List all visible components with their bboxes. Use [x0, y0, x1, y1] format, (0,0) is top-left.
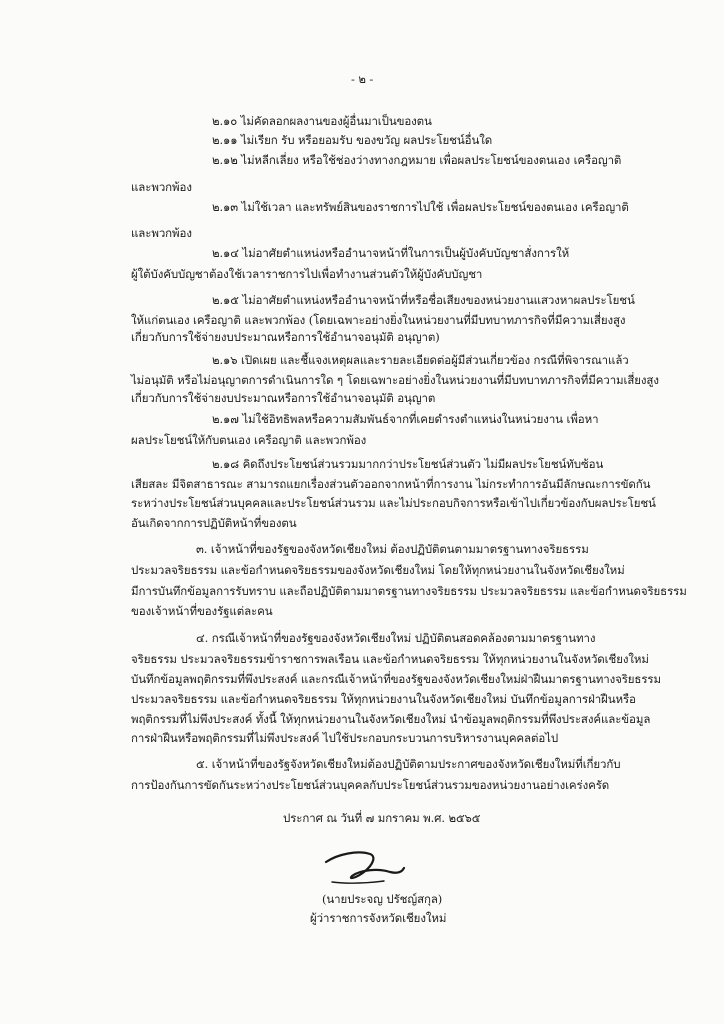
clause-5-cont: การป้องกันการขัดกันระหว่างประโยชน์ส่วนบุคคลกับประโยชน์ส่วนรวมของหน่วยงานอย่างเคร่งครัด [131, 778, 610, 792]
signature [318, 842, 408, 887]
signer-name: (นายประจญ ปรัชญ์สกุล) [322, 892, 443, 906]
clause-4-cont-4: พฤติกรรมที่ไม่พึงประสงค์ ทั้งนี้ ให้ทุกหน่วยงานในจังหวัดเชียงใหม่ นำข้อมูลพฤติกรรมที่พึงประสงค์และข้อมูล [131, 712, 651, 726]
clause-2-12: ๒.๑๒ ไม่หลีกเลี่ยง หรือใช้ช่องว่างทางกฎหมาย เพื่อผลประโยชน์ของตนเอง เครือญาติ [212, 153, 622, 167]
announcement-date: ประกาศ ณ วันที่ ๗ มกราคม พ.ศ. ๒๕๖๕ [283, 811, 481, 825]
clause-3: ๓. เจ้าหน้าที่ของรัฐของจังหวัดเชียงใหม่ ต้องปฏิบัติตนตามมาตรฐานทางจริยธรรม [196, 542, 589, 556]
page-number: - ๒ - [351, 72, 374, 86]
clause-3-cont-1: ประมวลจริยธรรม และข้อกำหนดจริยธรรมของจังหวัดเชียงใหม่ โดยให้ทุกหน่วยงานในจังหวัดเชียงใหม่ [131, 563, 625, 577]
clause-3-cont-3: ของเจ้าหน้าที่ของรัฐแต่ละคน [131, 604, 273, 618]
clause-2-15-cont-2: เกี่ยวกับการใช้จ่ายงบประมาณหรือการใช้อำนาจอนุมัติ อนุญาต) [131, 330, 440, 344]
clause-2-16: ๒.๑๖ เปิดเผย และชี้แจงเหตุผลและรายละเอียดต่อผู้มีส่วนเกี่ยวข้อง กรณีที่พิจารณาแล้ว [212, 353, 629, 367]
clause-2-16-cont-1: ไม่อนุมัติ หรือไม่อนุญาตการดำเนินการใด ๆ โดยเฉพาะอย่างยิ่งในหน่วยงานที่มีบทบาทภารกิจที่มีความเสี่ยงสูง [131, 373, 659, 387]
clause-2-18-cont-2: ระหว่างประโยชน์ส่วนบุคคลและประโยชน์ส่วนรวม และไม่ประกอบกิจการหรือเข้าไปเกี่ยวข้องกับผลประโยชน์ [131, 496, 656, 510]
clause-2-13-cont: และพวกพ้อง [131, 226, 192, 240]
clause-5: ๕. เจ้าหน้าที่ของรัฐจังหวัดเชียงใหม่ต้องปฏิบัติตามประกาศของจังหวัดเชียงใหม่ที่เกี่ยวกับ [196, 757, 621, 771]
clause-4-cont-5: การฝ่าฝืนหรือพฤติกรรมที่ไม่พึงประสงค์ ไปใช้ประกอบกระบวนการบริหารงานบุคคลต่อไป [131, 731, 559, 745]
clause-2-12-cont: และพวกพ้อง [131, 180, 192, 194]
clause-2-11: ๒.๑๑ ไม่เรียก รับ หรือยอมรับ ของขวัญ ผลประโยชน์อื่นใด [212, 133, 493, 147]
clause-2-18-cont-1: เสียสละ มีจิตสาธารณะ สามารถแยกเรื่องส่วนตัวออกจากหน้าที่การงาน ไม่กระทำการอันมีลักษณะการขัดกัน [131, 477, 651, 491]
clause-4: ๔. กรณีเจ้าหน้าที่ของรัฐของจังหวัดเชียงใหม่ ปฏิบัติตนสอดคล้องตามมาตรฐานทาง [196, 631, 596, 645]
clause-2-18: ๒.๑๘ คิดถึงประโยชน์ส่วนรวมมากกว่าประโยชน์ส่วนตัว ไม่มีผลประโยชน์ทับซ้อน [212, 457, 604, 471]
clause-4-cont-1: จริยธรรม ประมวลจริยธรรมข้าราชการพลเรือน และข้อกำหนดจริยธรรม ให้ทุกหน่วยงานในจังหวัดเชียงใหม่ [131, 652, 649, 666]
signer-title: ผู้ว่าราชการจังหวัดเชียงใหม่ [310, 911, 447, 925]
clause-2-14-cont: ผู้ใต้บังคับบัญชาต้องใช้เวลาราชการไปเพื่อทำงานส่วนตัวให้ผู้บังคับบัญชา [131, 267, 483, 281]
clause-3-cont-2: มีการบันทึกข้อมูลการรับทราบ และถือปฏิบัติตามมาตรฐานทางจริยธรรม ประมวลจริยธรรม และข้อกำหนดจริยธรรม [131, 584, 687, 598]
clause-2-14: ๒.๑๔ ไม่อาศัยตำแหน่งหรืออำนาจหน้าที่ในการเป็นผู้บังคับบัญชาสั่งการให้ [212, 246, 570, 260]
clause-4-cont-3: ประมวลจริยธรรม และข้อกำหนดจริยธรรม ให้ทุกหน่วยงานในจังหวัดเชียงใหม่ บันทึกข้อมูลการฝ่าฝืนหรือ [131, 692, 636, 706]
clause-2-13: ๒.๑๓ ไม่ใช้เวลา และทรัพย์สินของราชการไปใช้ เพื่อผลประโยชน์ของตนเอง เครือญาติ [212, 200, 629, 214]
clause-2-10: ๒.๑๐ ไม่คัดลอกผลงานของผู้อื่นมาเป็นของตน [212, 114, 432, 128]
clause-2-15: ๒.๑๕ ไม่อาศัยตำแหน่งหรืออำนาจหน้าที่หรือชื่อเสียงของหน่วยงานแสวงหาผลประโยชน์ [212, 293, 635, 307]
clause-2-18-cont-3: อันเกิดจากการปฏิบัติหน้าที่ของตน [131, 516, 297, 530]
clause-2-17: ๒.๑๗ ไม่ใช้อิทธิพลหรือความสัมพันธ์จากที่เคยดำรงตำแหน่งในหน่วยงาน เพื่อหา [212, 412, 599, 426]
clause-4-cont-2: บันทึกข้อมูลพฤติกรรมที่พึงประสงค์ และกรณีเจ้าหน้าที่ของรัฐของจังหวัดเชียงใหม่ฝ่าฝืนมาตรฐานทางจริยธรรม [131, 672, 661, 686]
clause-2-16-cont-2: เกี่ยวกับการใช้จ่ายงบประมาณหรือการใช้อำนาจอนุมัติ อนุญาต [131, 391, 436, 405]
clause-2-17-cont: ผลประโยชน์ให้กับตนเอง เครือญาติ และพวกพ้อง [131, 433, 367, 447]
clause-2-15-cont-1: ให้แก่ตนเอง เครือญาติ และพวกพ้อง (โดยเฉพาะอย่างยิ่งในหน่วยงานที่มีบทบาทภารกิจที่มีความเสี่ยงสูง [131, 313, 626, 327]
